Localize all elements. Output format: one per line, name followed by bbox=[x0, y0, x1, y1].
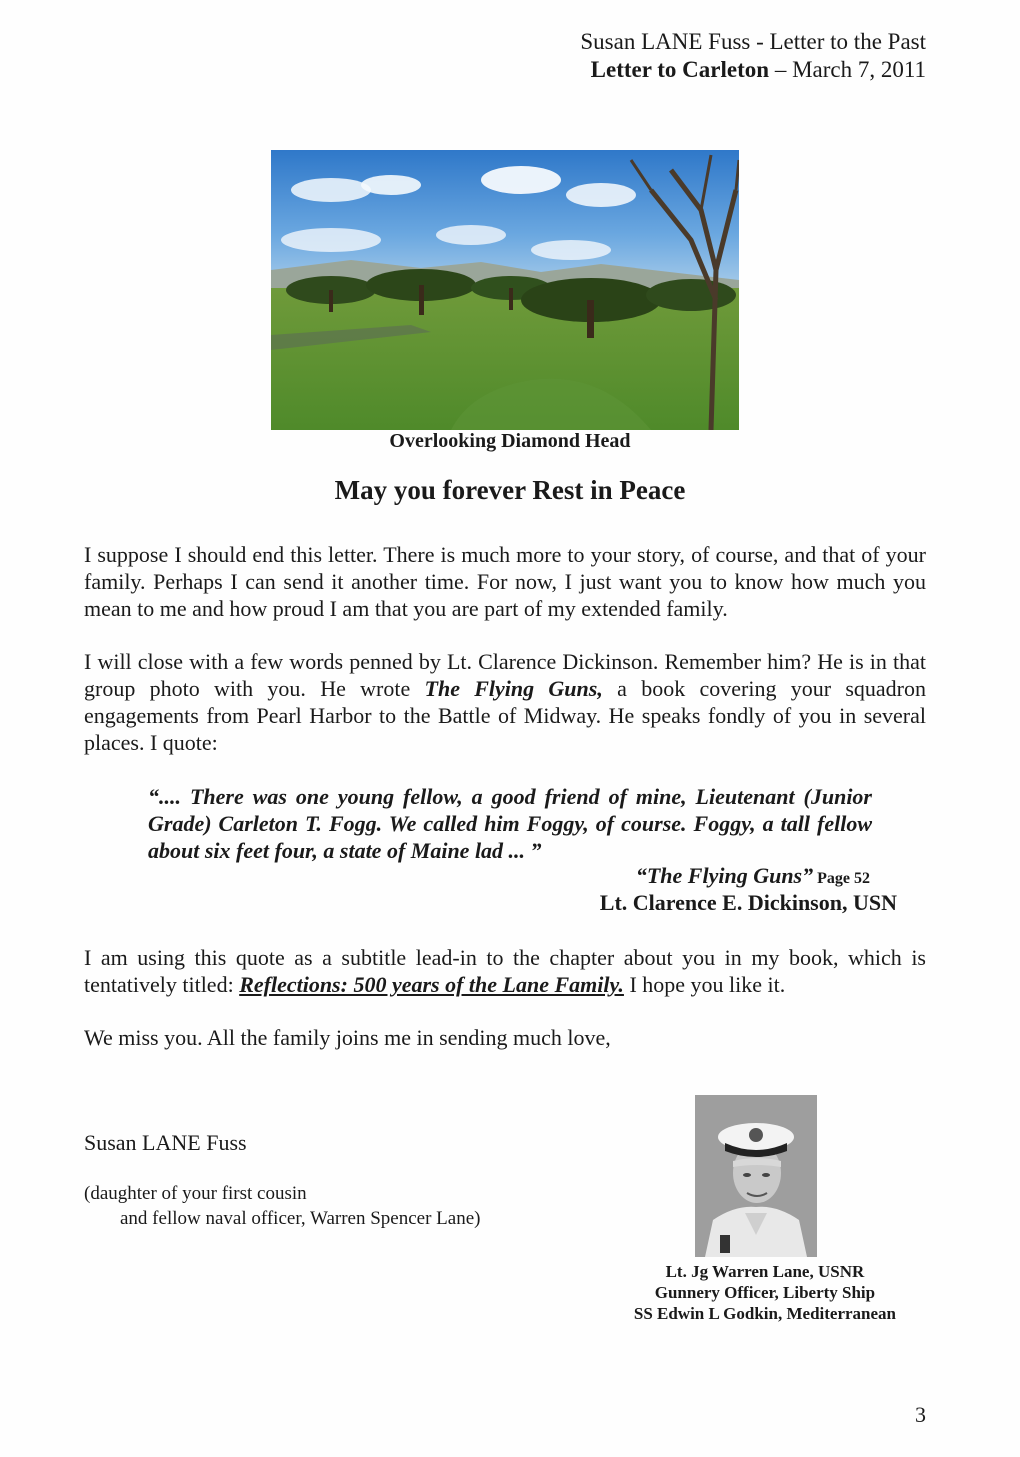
paragraph-dickinson-text-a: I will close with a few words penned by Lt. Clarence Dickinson. Remember him? He is in that group photo with you. He wrote bbox=[84, 649, 926, 701]
header-letter-name: Letter to Carleton bbox=[590, 57, 770, 82]
header-subtitle bbox=[580, 56, 926, 84]
signature-name: Susan LANE Fuss bbox=[84, 1130, 247, 1155]
paragraph-book-text-b: I hope you like it. bbox=[623, 972, 786, 997]
paragraph-ending: I suppose I should end this letter. There is much more to your story, of course, and that of your family. Perhaps I can send it another time. For now, I just want you to know how much you mean to me and how proud I am that you are part of my extended family. bbox=[84, 542, 926, 621]
portrait-photo bbox=[695, 1095, 817, 1257]
page-number: 3 bbox=[915, 1402, 926, 1427]
portrait-caption-ship: SS Edwin L Godkin, Mediterranean bbox=[633, 1304, 896, 1323]
signature-note-line1: (daughter of your first cousin bbox=[84, 1183, 307, 1204]
header-title: Susan LANE Fuss - Letter to the Past bbox=[580, 29, 926, 54]
paragraph-closing: We miss you. All the family joins me in sending much love, bbox=[84, 1025, 611, 1050]
book-title-flying-guns: The Flying Guns, bbox=[424, 676, 603, 701]
portrait-caption-name: Lt. Jg Warren Lane, USNR bbox=[665, 1262, 865, 1281]
paragraph-dickinson bbox=[84, 648, 926, 756]
quote-author: Lt. Clarence E. Dickinson, USN bbox=[599, 890, 897, 915]
quote-source-title: “The Flying Guns” bbox=[635, 863, 814, 888]
paragraph-book-text-a: I am using this quote as a subtitle lead-in to the chapter about you in my book, which is tentatively titled: bbox=[84, 945, 926, 997]
portrait-caption bbox=[634, 1261, 896, 1324]
dickinson-quote: “.... There was one young fellow, a good friend of mine, Lieutenant (Junior Grade) Carleton T. Fogg. We called him Foggy, of course. Foggy, a tall fellow about six feet four, a state of Maine lad ... ” bbox=[148, 784, 872, 863]
paragraph-book bbox=[84, 944, 926, 998]
page-header bbox=[580, 28, 926, 84]
book-title-reflections: Reflections: 500 years of the Lane Family. bbox=[239, 972, 624, 997]
paragraph-dickinson-text-b: a book covering your squadron engagements from Pearl Harbor to the Battle of Midway. He speaks fondly of you in several places. I quote: bbox=[84, 676, 927, 755]
portrait-caption-role: Gunnery Officer, Liberty Ship bbox=[654, 1283, 876, 1302]
diamond-head-photo bbox=[271, 150, 739, 430]
signature-note-line2: and fellow naval officer, Warren Spencer Lane) bbox=[120, 1208, 481, 1229]
photo-caption: Overlooking Diamond Head bbox=[389, 430, 631, 452]
quote-source bbox=[636, 862, 870, 892]
header-date: – March 7, 2011 bbox=[769, 57, 926, 82]
headline: May you forever Rest in Peace bbox=[334, 475, 686, 505]
quote-source-page: Page 52 bbox=[813, 870, 870, 887]
